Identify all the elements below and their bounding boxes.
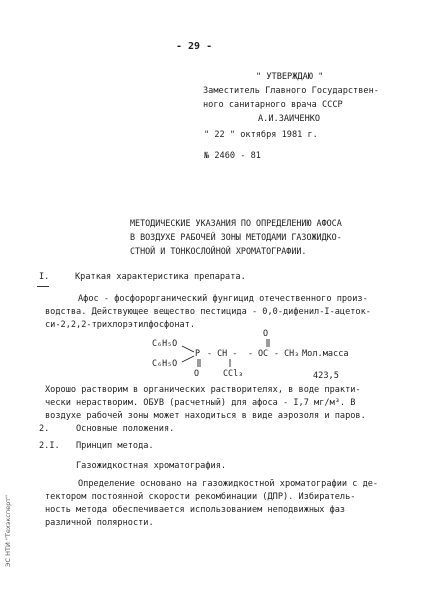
section1-para1-line1: Афос - фосфорорганический фунгицид отечественного произ-: [78, 294, 368, 304]
formula-dash: -: [248, 348, 254, 358]
formula-phenoxy-group-2: C₆H₅O: [152, 358, 178, 368]
section2-heading: Основные положения.: [76, 424, 175, 434]
watermark-vertical: [3, 470, 13, 592]
section21-heading: Принцип метода.: [76, 441, 154, 451]
page-number: - 29 -: [176, 41, 213, 52]
approval-stamp-title: " УТВЕРЖДАЮ ": [256, 72, 324, 82]
section1-para1-line3: си-2,2,2-трихлорэтилфосфонат.: [45, 320, 196, 330]
document-title-line3: СТНОЙ И ТОНКОСЛОЙНОЙ ХРОМАТОГРАФИИ.: [130, 246, 307, 256]
section21-para-line4: различной полярности.: [45, 518, 154, 528]
molecular-mass-value: 423,5: [313, 371, 339, 381]
formula-phenoxy-group-1: C₆H₅O: [152, 338, 178, 348]
section1-number: I.: [39, 272, 50, 282]
section21-para-line3: ность метода обеспечивается использованием неподвижных фаз: [45, 505, 346, 515]
formula-oxygen-bottom: O: [194, 368, 200, 378]
approval-position-line1: Заместитель Главного Государствен-: [203, 86, 379, 96]
formula-oxygen-top: O: [263, 328, 269, 338]
approval-number: № 2460 - 81: [204, 151, 261, 161]
formula-oc-group: OC: [258, 348, 269, 358]
section2-number: 2.: [39, 424, 50, 434]
approval-position-line2: ного санитарного врача СССР: [203, 100, 343, 110]
section1-para1-line2: водства. Действующее вещество пестицида - 0,0-дифенил-I-ацеток-: [45, 307, 371, 317]
section1-para2-line3: воздухе рабочей зоны может находиться в виде аэрозоля и паров.: [45, 411, 366, 421]
approval-date: " 22 " октября 1981 г.: [204, 130, 318, 140]
section21-para-line1: Определение основано на газожидкостной хроматографии с де-: [78, 479, 379, 489]
formula-ccl3-group: CCl₃: [223, 368, 244, 378]
document-title-line2: В ВОЗДУХЕ РАБОЧЕЙ ЗОНЫ МЕТОДАМИ ГАЗОЖИДКО-: [130, 232, 342, 242]
formula-phosphorus: P: [195, 348, 201, 358]
section21-number: 2.I.: [39, 441, 60, 451]
section1-number-underline: [37, 286, 49, 287]
molecular-mass-label: Мол.масса: [302, 349, 349, 359]
section1-para2-line2: чески нерастворим. ОБУВ (расчетный) для афоса - I,7 мг/м³. В: [45, 398, 356, 408]
section1-para2-line1: Хорошо растворим в органических растворителях, в воде практи-: [45, 385, 361, 395]
formula-ch-group: - CH -: [207, 348, 238, 358]
watermark-text: ЭС НТИ "Техэксперт": [4, 495, 12, 567]
section21-para-line2: тектором постоянной скорости рекомбинации (ДПР). Избиратель-: [45, 492, 356, 502]
formula-ch3-group: - CH₃: [274, 348, 300, 358]
approval-signature-name: А.И.ЗАИЧЕНКО: [258, 114, 321, 124]
document-title-line1: МЕТОДИЧЕСКИЕ УКАЗАНИЯ ПО ОПРЕДЕЛЕНИЮ АФОСА: [130, 218, 342, 228]
section1-heading: Краткая характеристика препарата.: [75, 272, 246, 282]
section21-subheading: Газожидкостная хроматография.: [76, 461, 227, 471]
